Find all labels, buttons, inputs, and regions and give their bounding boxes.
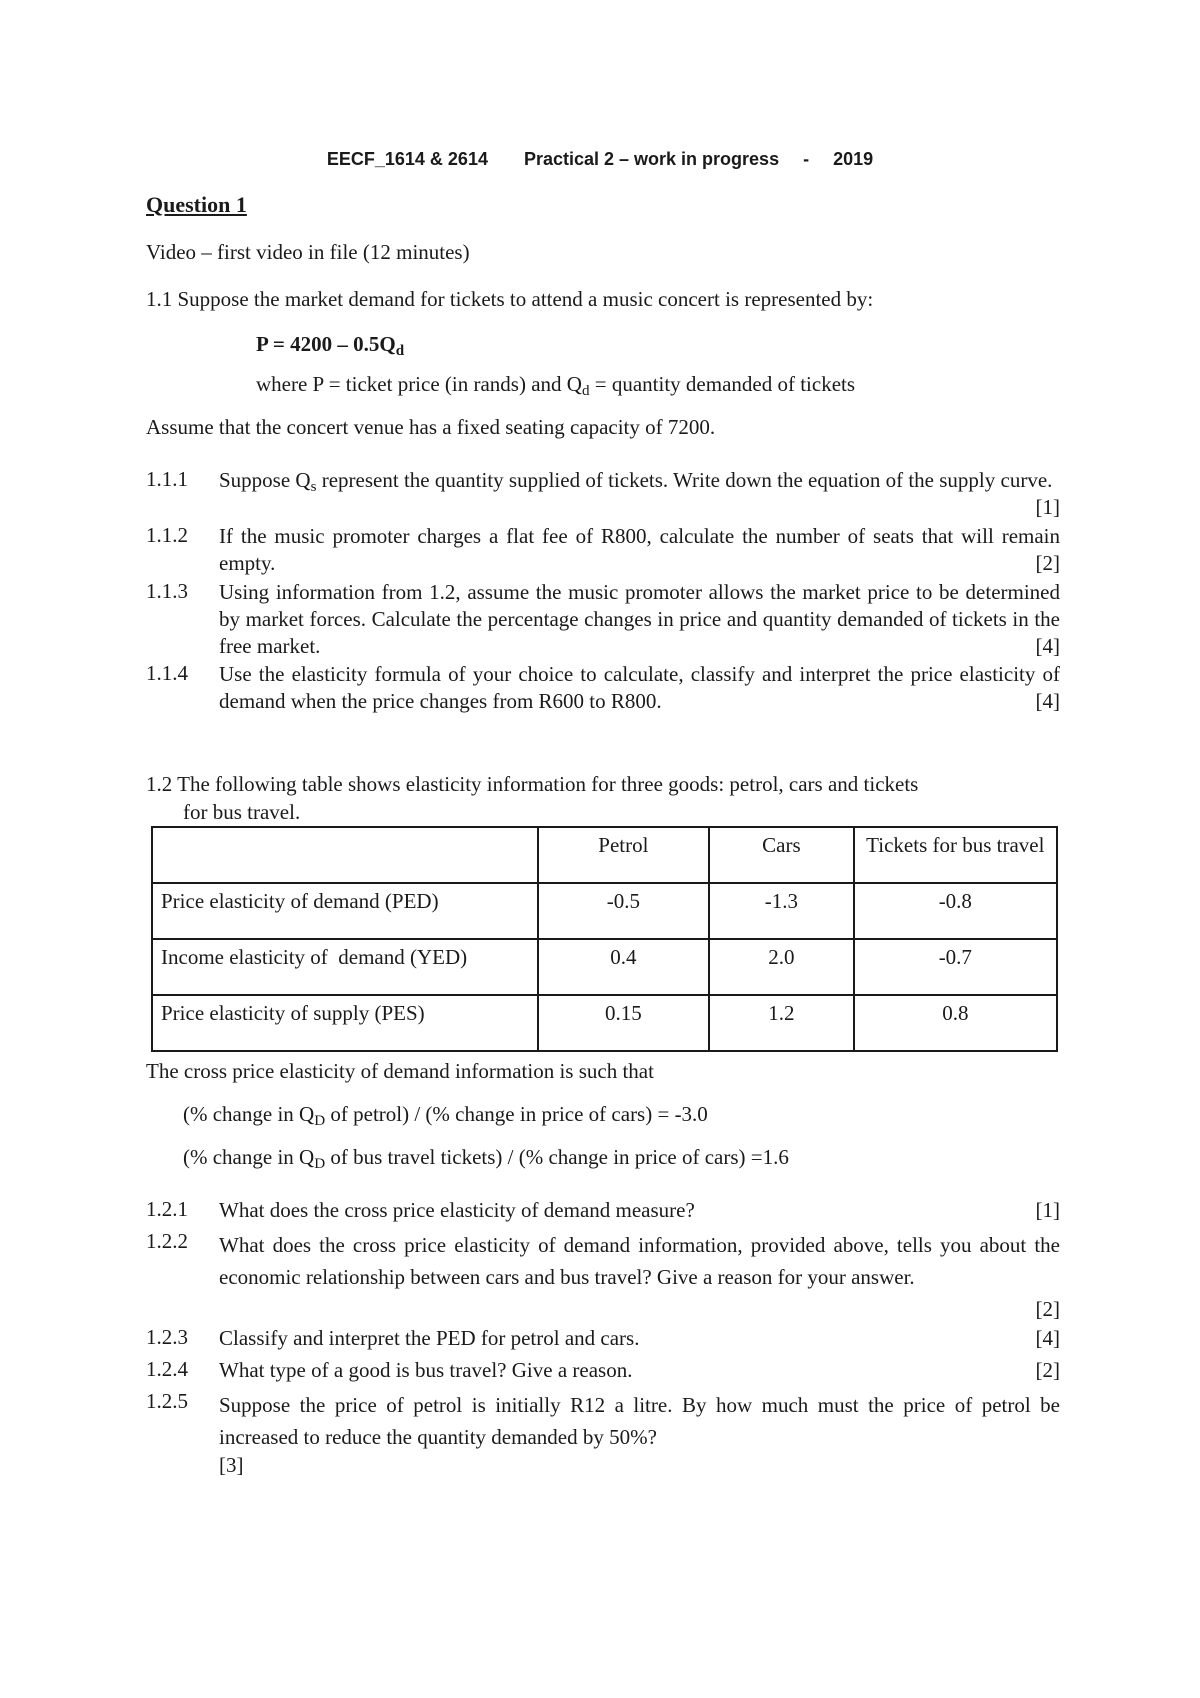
document-header xyxy=(0,149,1200,170)
table-header-cell: Cars xyxy=(709,827,854,883)
item-number: 1.1.4 xyxy=(146,661,188,685)
item-mark: [1] xyxy=(1035,1198,1060,1222)
item-number: 1.2.1 xyxy=(146,1197,188,1221)
item-mark: [1] xyxy=(1035,495,1060,519)
formula-definition xyxy=(256,372,855,400)
item-number: 1.1.2 xyxy=(146,523,188,547)
table-cell: -0.5 xyxy=(538,883,709,939)
item-text xyxy=(219,1325,1060,1352)
cross-subscript: D xyxy=(314,1155,326,1172)
item-text-part-b: represent the quantity supplied of tickets. Write down the equation of the supply curve. xyxy=(316,468,1053,492)
cross-subscript: D xyxy=(314,1112,326,1129)
item-text-body: Using information from 1.2, assume the music promoter allows the market price to be determined by market forces. Calculate the percentage changes in price and quantity demanded of tickets in the free market. xyxy=(219,580,1060,658)
video-note: Video – first video in file (12 minutes) xyxy=(146,240,470,264)
table-cell: -0.7 xyxy=(854,939,1057,995)
table-cell: -0.8 xyxy=(854,883,1057,939)
item-text xyxy=(219,467,1060,519)
item-mark: [4] xyxy=(1035,1326,1060,1350)
item-text-body: If the music promoter charges a flat fee of R800, calculate the number of seats that will remain empty. xyxy=(219,524,1060,575)
definition-subscript: d xyxy=(581,382,590,399)
q1-2-intro-line1: 1.2 The following table shows elasticity information for three goods: petrol, cars and tickets xyxy=(146,772,919,796)
cross-elasticity-petrol xyxy=(183,1102,708,1130)
item-text xyxy=(219,1389,1060,1453)
table-cell: 1.2 xyxy=(709,995,854,1051)
q1-2-intro-line2: for bus travel. xyxy=(183,800,301,824)
table-cell: 0.15 xyxy=(538,995,709,1051)
item-text xyxy=(219,579,1060,660)
definition-part-a: where P = ticket price (in rands) and Q xyxy=(256,372,582,396)
question-title: Question 1 xyxy=(146,192,247,217)
item-text xyxy=(219,661,1060,715)
formula-main: P = 4200 – 0.5Q xyxy=(256,332,396,356)
header-year: 2019 xyxy=(833,149,874,169)
demand-formula xyxy=(256,332,404,360)
item-number: 1.2.5 xyxy=(146,1389,188,1413)
item-mark: [2] xyxy=(1035,1297,1060,1321)
item-mark: [4] xyxy=(1035,689,1060,713)
table-cell: Price elasticity of supply (PES) xyxy=(152,995,538,1051)
table-header-row xyxy=(152,827,1057,883)
item-number: 1.2.2 xyxy=(146,1229,188,1253)
item-text-body: Classify and interpret the PED for petrol and cars. xyxy=(219,1326,640,1350)
cross-elasticity-bus xyxy=(183,1145,789,1173)
table-cell: Price elasticity of demand (PED) xyxy=(152,883,538,939)
table-cell: Income elasticity of demand (YED) xyxy=(152,939,538,995)
item-number: 1.1.1 xyxy=(146,467,188,491)
table-header-cell: Petrol xyxy=(538,827,709,883)
cross-text-a: (% change in Q xyxy=(183,1102,315,1126)
header-dash: - xyxy=(803,149,810,169)
item-mark: [3] xyxy=(219,1453,244,1477)
table-cell: -1.3 xyxy=(709,883,854,939)
cross-text-b: of petrol) / (% change in price of cars) = -3.0 xyxy=(325,1102,708,1126)
item-mark: [2] xyxy=(1035,551,1060,575)
item-number: 1.2.3 xyxy=(146,1325,188,1349)
definition-part-b: = quantity demanded of tickets xyxy=(589,372,856,396)
item-text-body: What does the cross price elasticity of demand information, provided above, tells you about the economic relationship between cars and bus travel? Give a reason for your answer. xyxy=(219,1233,1060,1289)
item-text xyxy=(219,1229,1060,1321)
item-text-body: What type of a good is bus travel? Give a reason. xyxy=(219,1358,633,1382)
table-row xyxy=(152,883,1057,939)
item-text-body: What does the cross price elasticity of demand measure? xyxy=(219,1198,695,1222)
table-cell: 0.8 xyxy=(854,995,1057,1051)
table-header-cell xyxy=(152,827,538,883)
cross-text-a: (% change in Q xyxy=(183,1145,315,1169)
formula-subscript: d xyxy=(395,342,405,359)
item-subscript: s xyxy=(310,478,317,495)
table-row xyxy=(152,939,1057,995)
capacity-assumption: Assume that the concert venue has a fixed seating capacity of 7200. xyxy=(146,415,716,439)
item-number: 1.2.4 xyxy=(146,1357,188,1381)
item-text-body: Use the elasticity formula of your choice to calculate, classify and interpret the price elasticity of demand when the price changes from R600 to R800. xyxy=(219,662,1060,713)
item-text xyxy=(219,523,1060,577)
item-text xyxy=(219,1357,1060,1384)
cross-elasticity-intro: The cross price elasticity of demand information is such that xyxy=(146,1059,654,1083)
practical-title: Practical 2 – work in progress xyxy=(523,149,780,169)
q1-1-intro: 1.1 Suppose the market demand for tickets to attend a music concert is represented by: xyxy=(146,287,874,311)
table-header-cell: Tickets for bus travel xyxy=(854,827,1057,883)
elasticity-table xyxy=(151,826,1058,1052)
cross-text-b: of bus travel tickets) / (% change in price of cars) =1.6 xyxy=(325,1145,789,1169)
item-number: 1.1.3 xyxy=(146,579,188,603)
table-row xyxy=(152,995,1057,1051)
item-mark: [2] xyxy=(1035,1358,1060,1382)
item-text-body: Suppose the price of petrol is initially R12 a litre. By how much must the price of petrol be increased to reduce the quantity demanded by 50%? xyxy=(219,1393,1060,1449)
table-cell: 0.4 xyxy=(538,939,709,995)
table-cell: 2.0 xyxy=(709,939,854,995)
item-mark: [4] xyxy=(1035,634,1060,658)
course-code: EECF_1614 & 2614 xyxy=(326,149,488,169)
item-text-part-a: Suppose Q xyxy=(219,468,311,492)
item-text xyxy=(219,1197,1060,1224)
